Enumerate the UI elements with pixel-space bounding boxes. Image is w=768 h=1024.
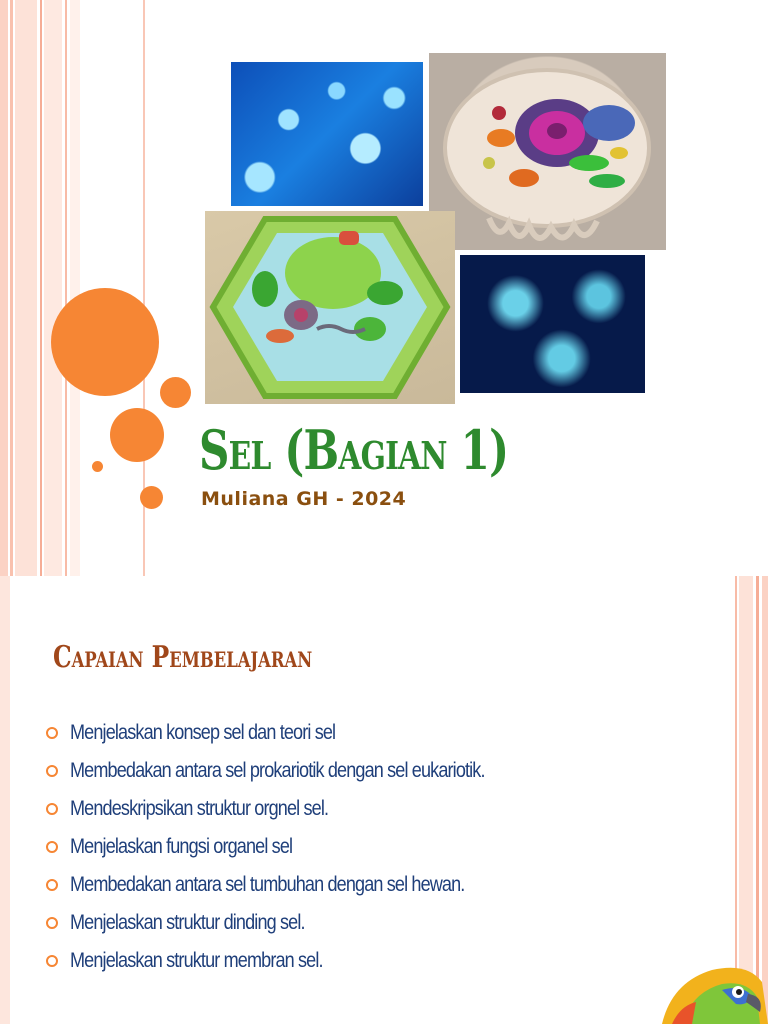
decor-stripe: [0, 0, 8, 576]
list-item-text: Membedakan antara sel prokariotik dengan sel eukariotik.: [70, 759, 485, 782]
slide-title: Sel (Bagian 1): [199, 418, 509, 482]
decor-stripe: [735, 576, 737, 1024]
circle-bullet-icon: [46, 841, 58, 853]
list-item-text: Menjelaskan struktur membran sel.: [70, 949, 323, 972]
circle-bullet-icon: [46, 879, 58, 891]
decor-stripe: [15, 0, 37, 576]
decor-stripe: [739, 576, 753, 1024]
decor-stripe: [70, 0, 80, 576]
list-item: [46, 752, 552, 790]
list-item: [46, 866, 552, 904]
section-heading: Capaian Pembelajaran: [53, 640, 313, 675]
decor-circle: [92, 461, 103, 472]
list-item-text: Menjelaskan fungsi organel sel: [70, 835, 293, 858]
list-item-text: Menjelaskan konsep sel dan teori sel: [70, 721, 336, 744]
outcomes-list: [46, 714, 552, 980]
decor-circle: [110, 408, 164, 462]
decor-stripe: [44, 0, 62, 576]
decor-stripe: [65, 0, 67, 576]
decor-circle: [51, 288, 159, 396]
list-item-text: Menjelaskan struktur dinding sel.: [70, 911, 305, 934]
decor-stripe: [756, 576, 759, 1024]
circle-bullet-icon: [46, 955, 58, 967]
circle-bullet-icon: [46, 765, 58, 777]
list-item: [46, 904, 552, 942]
decor-circle: [140, 486, 163, 509]
circle-bullet-icon: [46, 917, 58, 929]
circle-bullet-icon: [46, 727, 58, 739]
list-item: [46, 942, 552, 980]
parrot-photo: [652, 962, 768, 1024]
list-item-text: Membedakan antara sel tumbuhan dengan sel hewan.: [70, 873, 465, 896]
decor-stripe: [762, 576, 768, 1024]
slide-subtitle: Muliana GH - 2024: [201, 488, 407, 510]
list-item-text: Mendeskripsikan struktur orgnel sel.: [70, 797, 329, 820]
neurons-photo: [460, 255, 645, 393]
blue-cells-photo: [231, 62, 423, 206]
decor-circle: [160, 377, 191, 408]
plant-cell-model-photo: [205, 211, 455, 404]
list-item: [46, 828, 552, 866]
list-item: [46, 714, 552, 752]
decor-stripe: [10, 0, 13, 576]
decor-stripe: [0, 576, 10, 1024]
list-item: [46, 790, 552, 828]
decor-stripe: [40, 0, 42, 576]
animal-cell-model-photo: [429, 53, 666, 250]
circle-bullet-icon: [46, 803, 58, 815]
